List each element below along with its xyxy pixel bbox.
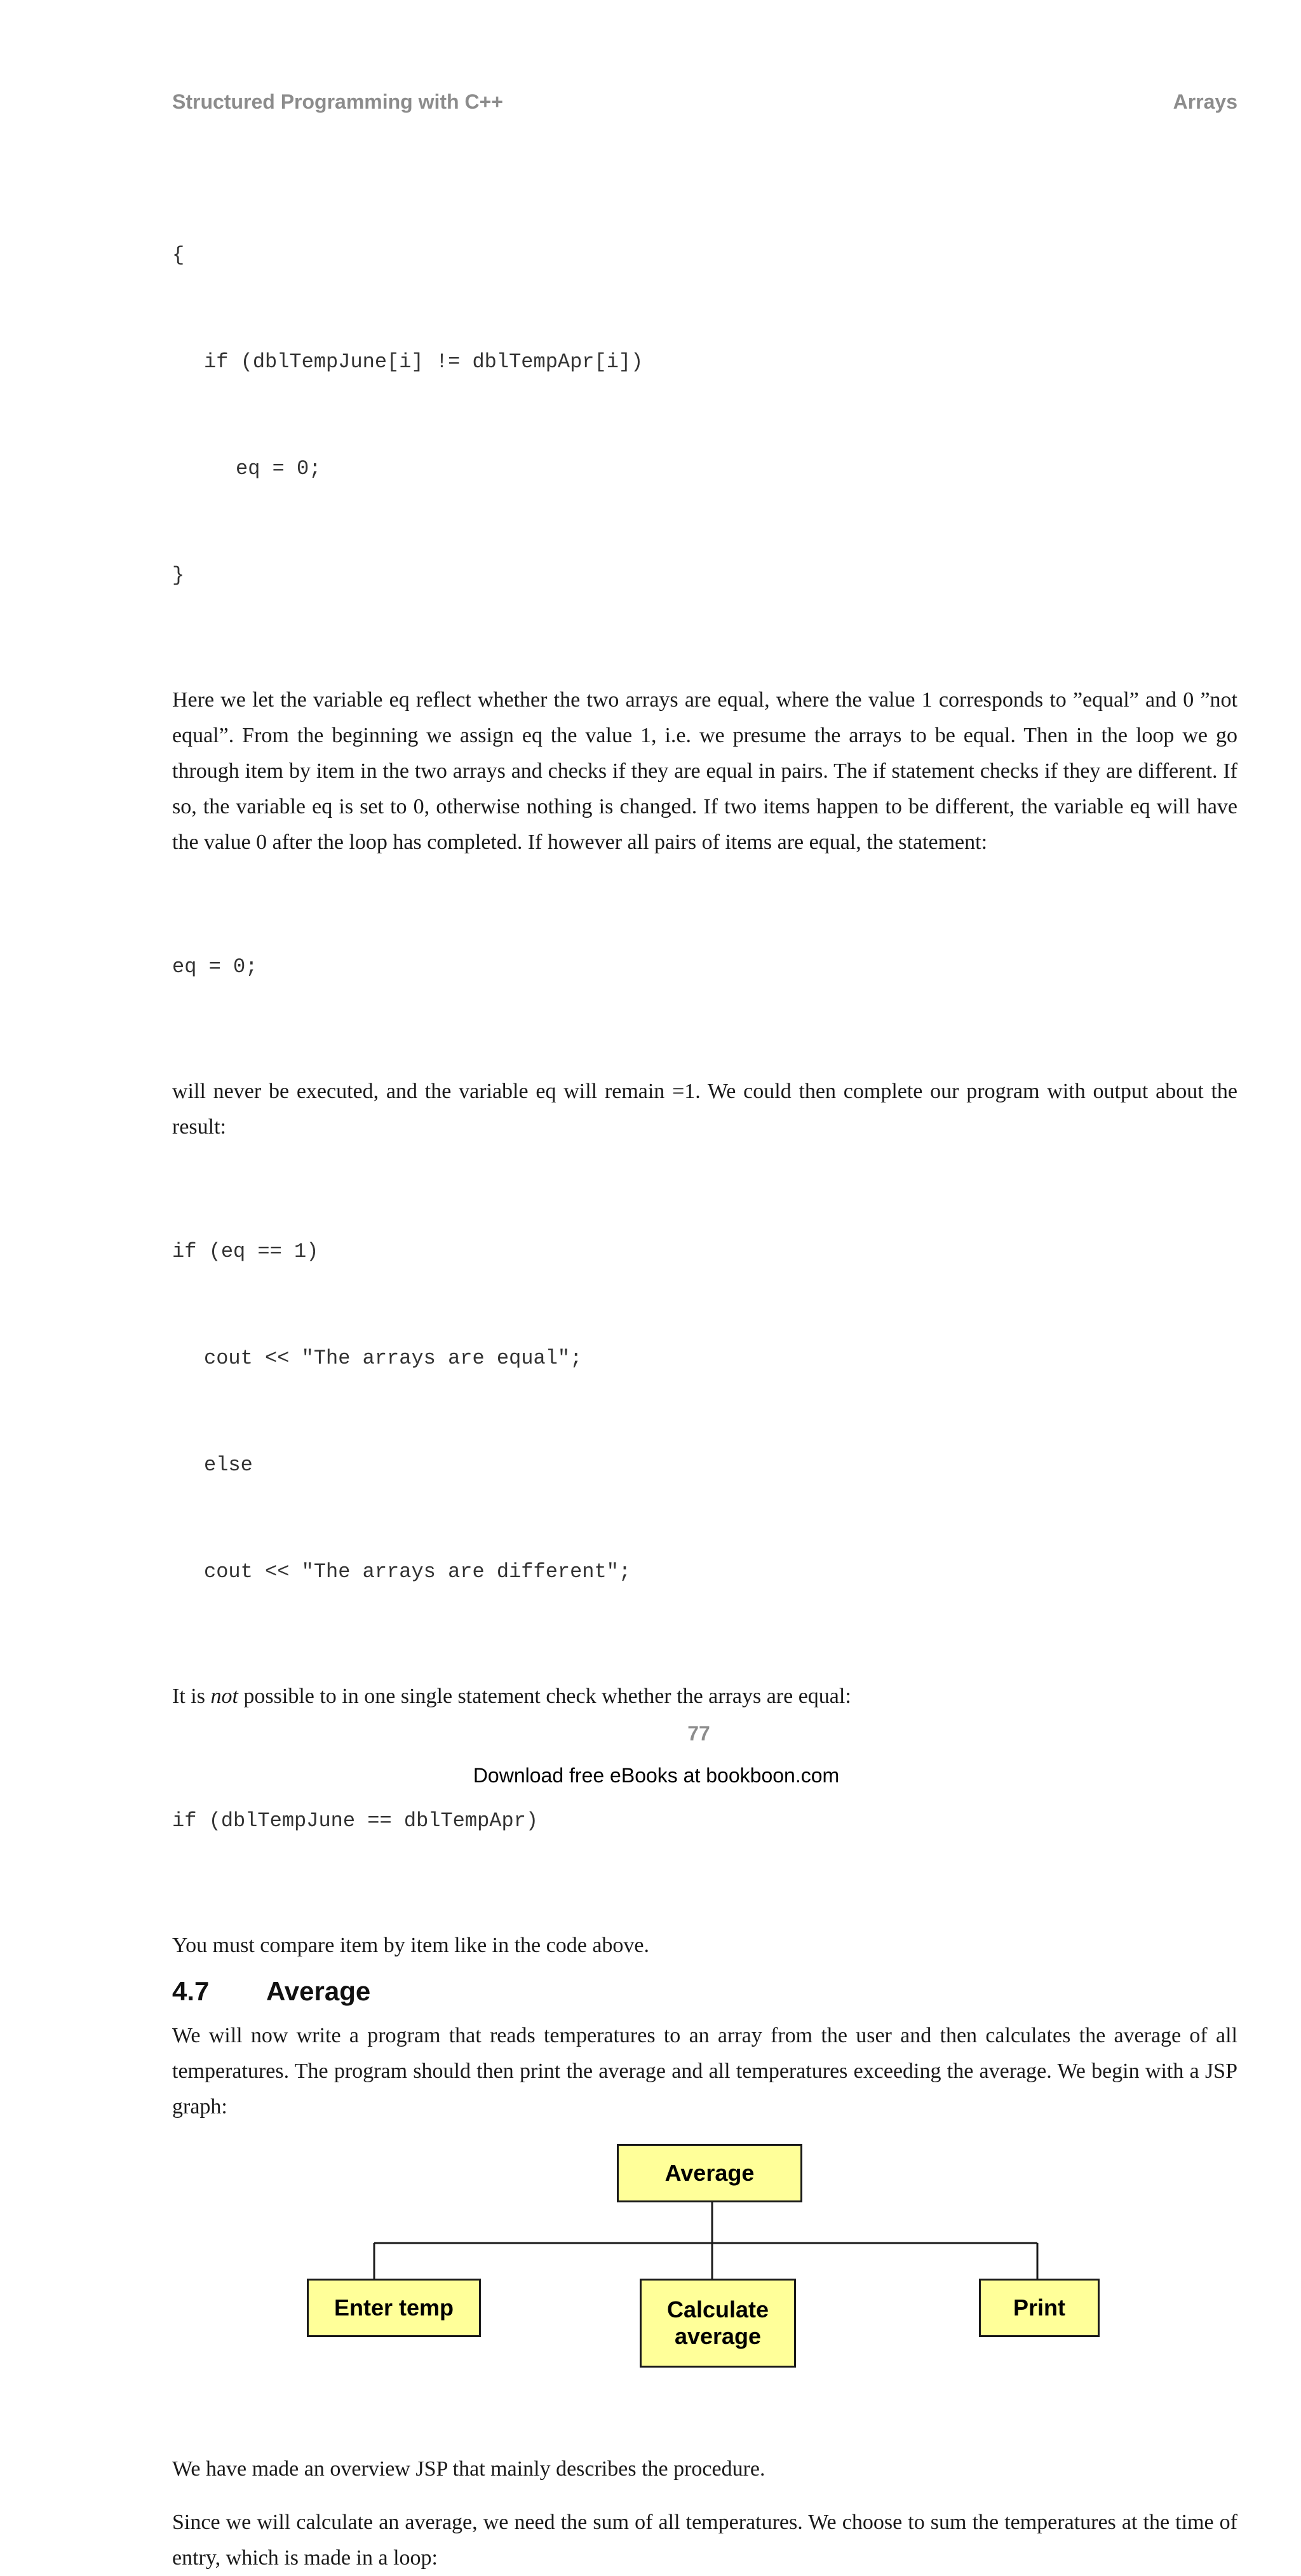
code-block-compare (172, 1732, 1237, 1910)
page-content (172, 166, 1237, 2576)
emphasis-not: not (210, 1685, 238, 1708)
jsp-box-calculate-average: Calculate average (640, 2279, 796, 2368)
code-block-loop-body (172, 166, 1237, 665)
code-line: cout << "The arrays are different"; (204, 1560, 631, 1583)
book-title: Structured Programming with C++ (172, 90, 503, 113)
code-block-assign (172, 878, 1237, 1056)
paragraph-average-intro: We will now write a program that reads temperatures to an array from the user and then calculates the average of all temperatures. The program should then print the average and all temperatures exceeding the average. We begin with a JSP graph: (172, 2024, 1237, 2118)
paragraph-sum-loop: Since we will calculate an average, we need the sum of all temperatures. We choose to sum the temperatures at the time of entry, which is made in a loop: (172, 2511, 1237, 2570)
code-line: if (dblTempJune[i] != dblTempApr[i]) (204, 350, 644, 374)
paragraph-explanation: Here we let the variable eq reflect whether the two arrays are equal, where the value 1 corresponds to ”equal” and 0 ”not equal”. From the beginning we assign eq the value 1, i.e. we presume the arrays to be equal. Then in the loop we go through item by item in the two arrays and checks if they are equal in pairs. The if statement checks if they are different. If so, the variable eq is set to 0, otherwise nothing is changed. If two items happen to be different, the variable eq will have the value 0 after the loop has completed. If however all pairs of items are equal, the statement: (172, 688, 1237, 854)
code-block-output (172, 1163, 1237, 1661)
code-line: else (204, 1453, 253, 1477)
code-line: { (172, 243, 185, 267)
jsp-box-print: Print (979, 2279, 1100, 2337)
paragraph-never-executed: will never be executed, and the variable eq will remain =1. We could then complete our program with output about the result: (172, 1080, 1237, 1139)
chapter-title: Arrays (1173, 90, 1237, 113)
section-heading (172, 1969, 1237, 2014)
jsp-diagram (172, 2144, 1237, 2423)
page-number: 77 (687, 1722, 710, 1745)
paragraph-overview: We have made an overview JSP that mainly describes the procedure. (172, 2457, 765, 2481)
code-line: eq = 0; (172, 955, 258, 979)
code-line: if (eq == 1) (172, 1240, 319, 1263)
code-line: eq = 0; (236, 457, 321, 480)
code-line: if (dblTempJune == dblTempApr) (172, 1809, 539, 1833)
paragraph-compare-items: You must compare item by item like in the code above. (172, 1934, 650, 1957)
section-title: Average (266, 1976, 371, 2006)
footer-link-text[interactable]: Download free eBooks at bookboon.com (473, 1764, 840, 1787)
paragraph-not-possible: It is not possible to in one single statement check whether the arrays are equal: (172, 1685, 851, 1708)
running-header (172, 90, 1237, 122)
jsp-box-average: Average (617, 2144, 802, 2202)
code-line: cout << "The arrays are equal"; (204, 1346, 583, 1370)
section-number: 4.7 (172, 1976, 210, 2006)
jsp-box-enter-temp: Enter temp (307, 2279, 481, 2337)
code-line: } (172, 564, 185, 587)
